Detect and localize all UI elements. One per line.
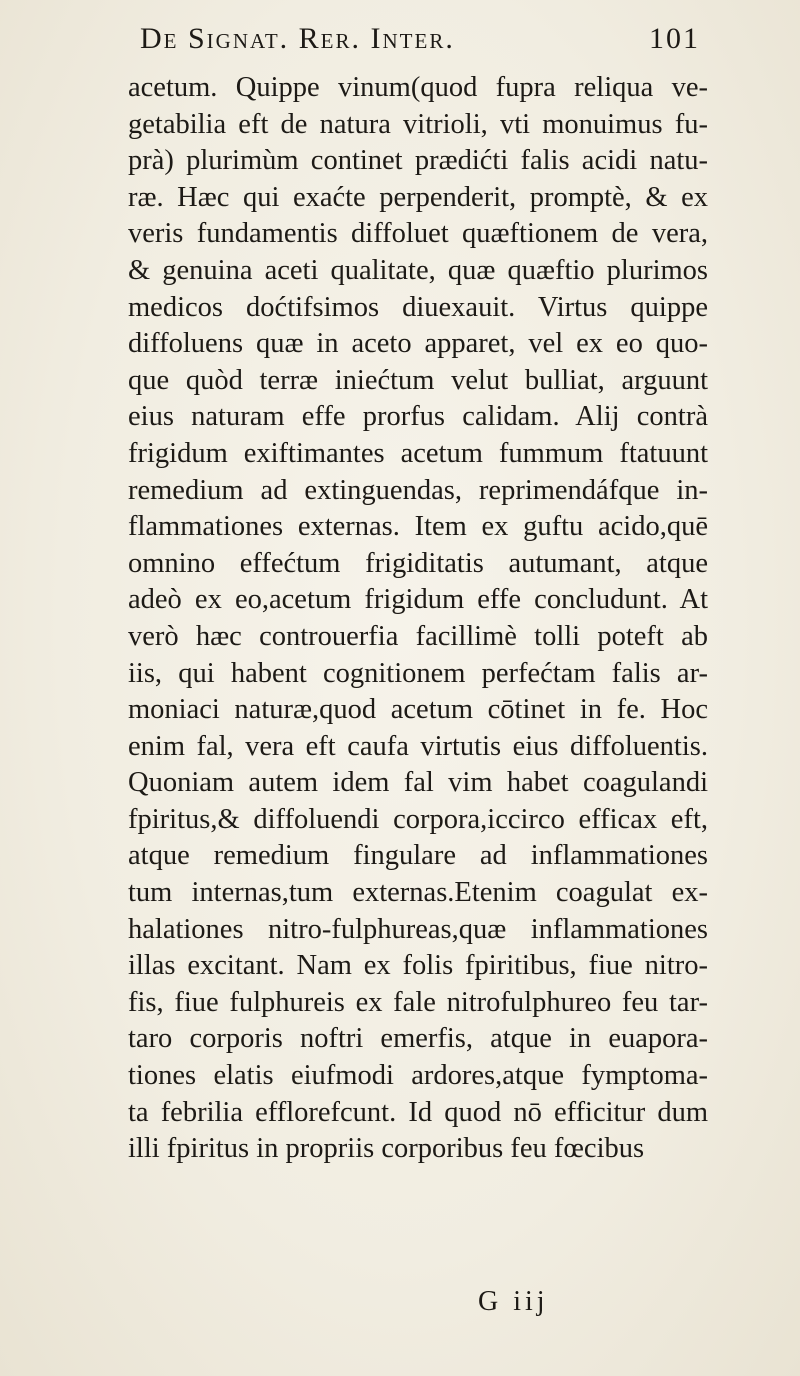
running-head (140, 22, 700, 62)
text-line: acetum. Quippe vinum(quod fupra reliqua ve- (128, 72, 708, 103)
text-line: illas excitant. Nam ex folis fpiritibus, fiue nitro- (128, 950, 708, 982)
text-line: fpiritus,& diffoluendi corpora,iccirco efficax eft, (128, 803, 708, 835)
text-line: moniaci naturæ,quod acetum cōtinet in fe. Hoc (128, 694, 708, 726)
text-line: frigidum exiftimantes acetum fummum ftatuunt (128, 437, 708, 469)
text-line: diffoluens quæ in aceto apparet, vel ex eo quo- (128, 328, 708, 360)
text-line: & genuina aceti qualitate, quæ quæftio plurimos (128, 254, 708, 286)
text-line: omnino effećtum frigiditatis autumant, atque (128, 547, 708, 579)
text-line: medicos doćtifsimos diuexauit. Virtus quippe (128, 291, 708, 323)
text-line: tiones elatis eiufmodi ardores,atque fymptoma- (128, 1060, 708, 1092)
text-line: veris fundamentis diffoluet quæftionem de vera, (128, 218, 708, 250)
text-line: ræ. Hæc qui exaćte perpenderit, promptè, & ex (128, 181, 708, 213)
text-line: iis, qui habent cognitionem perfećtam falis ar- (128, 657, 708, 689)
text-line: atque remedium fingulare ad inflammationes (128, 840, 708, 872)
text-line: ta febrilia efflorefcunt. Id quod nō efficitur dum (128, 1096, 708, 1128)
text-line: flammationes externas. Item ex guftu acido,quē (128, 511, 708, 543)
body-text (128, 70, 708, 1168)
text-line: getabilia eft de natura vitrioli, vti monuimus fu- (128, 108, 708, 140)
text-line: Quoniam autem idem fal vim habet coagulandi (128, 767, 708, 799)
text-line: tum internas,tum externas.Etenim coagulat ex- (128, 877, 708, 909)
text-line: prà) plurimùm continet prædićti falis acidi natu- (128, 145, 708, 177)
text-line: que quòd terræ iniećtum velut bulliat, arguunt (128, 364, 708, 396)
page-number: 101 (649, 22, 700, 55)
text-line: verò hæc controuerfia facillimè tolli poteft ab (128, 620, 708, 652)
text-line: fis, fiue fulphureis ex fale nitrofulphureo feu tar- (128, 986, 708, 1018)
text-line: illi fpiritus in propriis corporibus feu fœcibus (128, 1133, 645, 1165)
text-line: adeò ex eo,acetum frigidum effe concludunt. At (128, 584, 708, 616)
signature-mark: G iij (478, 1286, 549, 1317)
text-line: remedium ad extinguendas, reprimendáfque in- (128, 474, 708, 506)
text-line: enim fal, vera eft caufa virtutis eius diffoluentis. (128, 730, 708, 762)
text-line: halationes nitro-fulphureas,quæ inflammationes (128, 913, 708, 945)
text-line: eius naturam effe prorfus calidam. Alij contrà (128, 401, 708, 433)
running-title: De Signat. Rer. Inter. (140, 22, 455, 55)
text-line: taro corporis noftri emerfis, atque in euapora- (128, 1023, 708, 1055)
